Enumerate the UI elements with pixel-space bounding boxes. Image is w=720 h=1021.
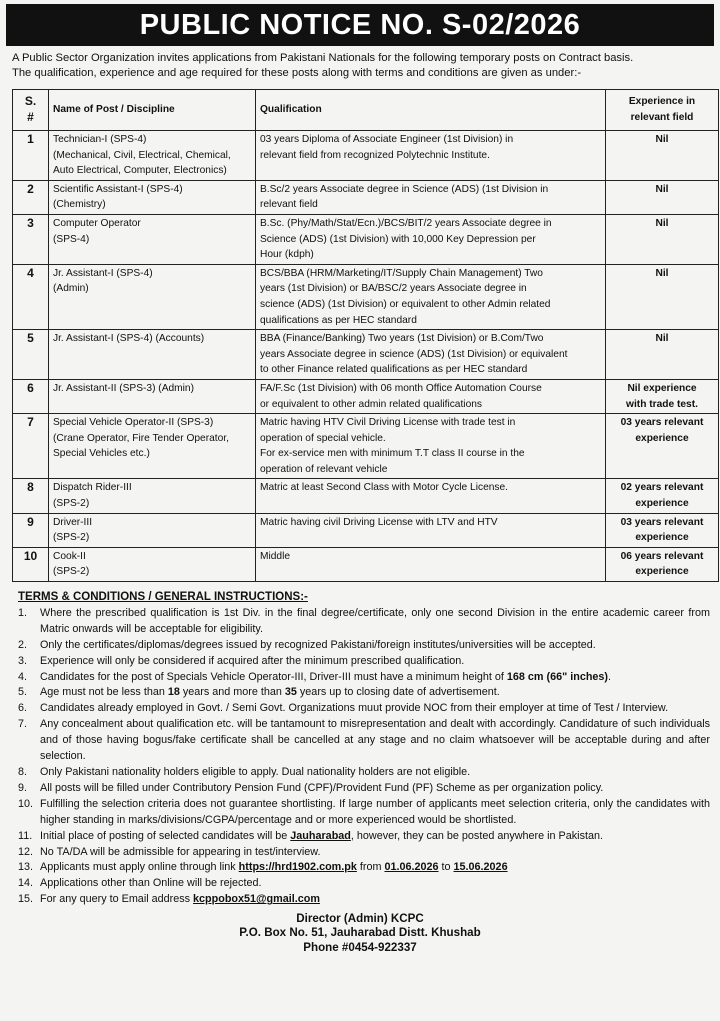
row-post-name-line: Computer Operator <box>53 217 141 229</box>
term-number: 13. <box>18 861 34 874</box>
header-serial-line-1: S. <box>24 94 37 109</box>
footer-phone: Phone #0454-922337 <box>303 940 417 954</box>
term-text-part: 18 <box>167 686 180 699</box>
row-serial <box>13 379 49 413</box>
row-post-name <box>49 414 256 479</box>
row-post-name <box>49 547 256 581</box>
row-qualification-line: Hour (kdph) <box>260 249 314 261</box>
row-post-name-line: Jr. Assistant-I (SPS-4) <box>53 267 153 279</box>
row-experience-line: Nil <box>655 267 669 279</box>
term-text <box>40 654 710 670</box>
table-row <box>13 513 719 547</box>
term-text-part: Applicants must apply online through link <box>40 861 239 874</box>
term-number: 2. <box>18 638 28 651</box>
term-text-part: For any query to Email address <box>40 893 194 906</box>
posts-table <box>12 89 719 582</box>
term-item <box>18 717 710 765</box>
row-qualification <box>256 513 606 547</box>
term-number: 6. <box>18 702 28 715</box>
term-text-part: Applications other than Online will be rejected. <box>40 877 262 890</box>
row-serial-line: 9 <box>27 514 34 529</box>
table-row <box>13 379 719 413</box>
term-number: 9. <box>18 781 28 794</box>
row-post-name-line: Special Vehicle Operator-II (SPS-3) <box>53 417 214 429</box>
row-qualification <box>256 131 606 181</box>
term-number: 5. <box>18 686 28 699</box>
row-serial <box>13 180 49 214</box>
row-serial <box>13 513 49 547</box>
term-text <box>40 781 710 797</box>
term-text-part: Only the certificates/diplomas/degrees issued by recognized Pakistani/foreign institutes/universities will be accepted. <box>40 638 596 651</box>
term-text-part: All posts will be filled under Contributory Pension Fund (CPF)/Provident Fund (PF) Scheme as per organization policy. <box>40 781 604 794</box>
row-serial <box>13 214 49 264</box>
row-post-name-line: Dispatch Rider-III <box>53 482 132 494</box>
term-item <box>18 765 710 781</box>
term-text-part: 168 cm (66" inches) <box>506 670 609 683</box>
row-post-name <box>49 379 256 413</box>
term-text-part: Initial place of posting of selected candidates will be <box>40 829 291 842</box>
term-number: 1. <box>18 606 28 619</box>
row-qualification <box>256 180 606 214</box>
row-post-name <box>49 330 256 380</box>
row-post-name <box>49 513 256 547</box>
row-experience-line: 06 years relevant <box>620 550 704 562</box>
term-number: 15. <box>18 893 34 906</box>
row-qualification-line: Matric having civil Driving License with LTV and HTV <box>260 516 498 528</box>
term-link[interactable]: kcppobox51@gmail.com <box>193 893 320 906</box>
term-item <box>18 685 710 701</box>
term-text-part: No TA/DA will be admissible for appearing in test/interview. <box>40 845 321 858</box>
term-text <box>40 829 710 845</box>
term-text-part: Jauharabad <box>290 829 351 842</box>
term-number: 8. <box>18 766 28 778</box>
term-item <box>18 845 710 861</box>
row-qualification-line: 03 years Diploma of Associate Engineer (1st Division) in <box>260 134 514 145</box>
term-text-part: 35 <box>284 686 297 699</box>
term-text-part: to <box>438 861 454 874</box>
term-number: 14. <box>18 877 34 890</box>
row-post-name-line: (Chemistry) <box>53 199 106 211</box>
row-qualification-line: Matric at least Second Class with Motor Cycle License. <box>260 482 508 494</box>
row-post-name-line: Jr. Assistant-I (SPS-4) (Accounts) <box>53 333 205 345</box>
header-qualification: Qualification <box>256 90 606 131</box>
term-text <box>40 701 710 717</box>
table-row <box>13 131 719 181</box>
term-text-part: Any concealment about qualification etc. will be tantamount to misrepresentation and dealt with accordingly. Candidature of such individuals and of those having bogus/fake certificate shall be cancelled at any stage and no claim whatsoever will be acceptable during and after selection. <box>40 718 710 763</box>
row-experience-line: Nil <box>655 134 669 145</box>
term-text-part: Only Pakistani nationality holders eligible to apply. Dual nationality holders are not eligible. <box>40 766 471 778</box>
row-experience-line: experience <box>635 432 689 444</box>
row-serial-line: 2 <box>27 181 34 196</box>
table-row <box>13 414 719 479</box>
row-qualification <box>256 547 606 581</box>
row-qualification <box>256 479 606 513</box>
row-experience-line: experience <box>635 498 689 510</box>
term-text-part: Fulfilling the selection criteria does not guarantee shortlisting. If large number of applicants meet selection criteria, only the candidates with higher standing in marks/divisions/CGPA/percentage and or more experienced would be shortlisted. <box>40 797 710 826</box>
header-post: Name of Post / Discipline <box>49 90 256 131</box>
term-item <box>18 781 710 797</box>
row-post-name-line: Technician-I (SPS-4) <box>53 134 147 145</box>
row-experience <box>606 513 719 547</box>
row-post-name-line: Jr. Assistant-II (SPS-3) (Admin) <box>53 382 194 394</box>
row-qualification-line: or equivalent to other admin related qualifications <box>260 398 482 410</box>
row-serial-line: 7 <box>27 415 34 430</box>
notice-title: PUBLIC NOTICE NO. S-02/2026 <box>6 4 714 46</box>
row-post-name-line: (SPS-2) <box>53 532 90 544</box>
row-post-name <box>49 180 256 214</box>
table-row <box>13 214 719 264</box>
term-text <box>40 765 710 781</box>
row-qualification-line: relevant field from recognized Polytechnic Institute. <box>260 149 490 161</box>
row-qualification-line: relevant field <box>260 199 318 211</box>
table-row <box>13 264 719 329</box>
term-text-part: Candidates for the post of Specials Vehicle Operator-III, Driver-III must have a minimum height of <box>40 670 507 683</box>
term-item <box>18 606 710 638</box>
row-experience-line: 03 years relevant <box>620 417 704 429</box>
header-experience: Experience in relevant field <box>606 90 719 131</box>
row-post-name <box>49 214 256 264</box>
row-post-name <box>49 131 256 181</box>
term-number: 4. <box>18 670 28 683</box>
row-qualification-line: years (1st Division) or BA/BSC/2 years Associate degree in <box>260 283 527 295</box>
intro-line-1: A Public Sector Organization invites applications from Pakistani Nationals for the following temporary posts on Contract basis. <box>12 52 634 64</box>
terms-list <box>18 606 710 908</box>
term-item <box>18 892 710 908</box>
row-qualification-line: BBA (Finance/Banking) Two years (1st Division) or B.Com/Two <box>260 333 544 345</box>
row-serial <box>13 330 49 380</box>
term-item <box>18 670 710 686</box>
row-experience-line: Nil <box>655 333 669 345</box>
row-experience-line: experience <box>635 532 689 544</box>
term-text-part: Candidates already employed in Govt. / Semi Govt. Organizations muut provide NOC from their employer at time of Test / Interview. <box>40 702 669 715</box>
term-text <box>40 892 710 908</box>
term-text-part: . <box>608 670 612 683</box>
row-experience-line: Nil <box>655 183 669 195</box>
term-item <box>18 860 710 876</box>
row-serial-line: 6 <box>27 380 34 395</box>
row-post-name-line: Special Vehicles etc.) <box>53 448 150 460</box>
intro-line-2: The qualification, experience and age required for these posts along with terms and conditions are given as under:- <box>12 67 582 79</box>
posts-table-body <box>13 131 719 582</box>
row-qualification-line: Matric having HTV Civil Driving License with trade test in <box>260 417 516 429</box>
term-text-part: , however, they can be posted anywhere in Pakistan. <box>350 829 603 842</box>
row-post-name-line: (SPS-4) <box>53 233 90 245</box>
row-qualification-line: Science (ADS) (1st Division) with 10,000 Key Depression per <box>260 233 536 245</box>
row-experience-line: 02 years relevant <box>620 482 704 494</box>
row-post-name-line: Driver-III <box>53 516 93 528</box>
row-experience-line: experience <box>635 566 689 578</box>
term-text-part: years up to closing date of advertisement. <box>296 686 500 699</box>
intro-paragraph <box>6 46 714 81</box>
term-text <box>40 797 710 829</box>
row-post-name-line: (Mechanical, Civil, Electrical, Chemical, <box>53 149 231 161</box>
term-link[interactable]: https://hrd1902.com.pk <box>238 861 357 874</box>
term-number: 11. <box>18 829 33 842</box>
row-experience <box>606 379 719 413</box>
term-item <box>18 797 710 829</box>
header-serial-line-2: # <box>27 110 34 124</box>
term-text-part: Age must not be less than <box>40 686 168 699</box>
term-text <box>40 670 710 686</box>
term-text-part: Where the prescribed qualification is 1st Div. in the final degree/certificate, only one second Division in the entire academic career from Matric onwards will be acceptable for eligibility. <box>40 606 710 635</box>
row-qualification-line: For ex-service men with minimum T.T class II course in the <box>260 448 525 460</box>
term-item <box>18 638 710 654</box>
row-serial-line: 8 <box>27 480 34 495</box>
term-text <box>40 606 710 638</box>
row-serial <box>13 131 49 181</box>
row-experience-line: with trade test. <box>626 398 698 410</box>
row-experience <box>606 214 719 264</box>
header-serial <box>13 90 49 131</box>
row-qualification-line: B.Sc. (Phy/Math/Stat/Ecn.)/BCS/BIT/2 years Associate degree in <box>260 217 552 229</box>
term-text <box>40 638 710 654</box>
row-post-name <box>49 479 256 513</box>
row-serial-line: 4 <box>27 265 34 280</box>
row-qualification-line: FA/F.Sc (1st Division) with 06 month Office Automation Course <box>260 382 542 394</box>
row-qualification-line: qualifications as per HEC standard <box>260 314 417 326</box>
term-item <box>18 654 710 670</box>
row-qualification <box>256 214 606 264</box>
row-serial <box>13 547 49 581</box>
row-qualification <box>256 379 606 413</box>
row-qualification-line: B.Sc/2 years Associate degree in Science (ADS) (1st Division in <box>260 183 549 195</box>
row-serial <box>13 414 49 479</box>
row-experience <box>606 330 719 380</box>
row-serial-line: 10 <box>23 548 38 563</box>
row-experience <box>606 264 719 329</box>
row-qualification-line: operation of special vehicle. <box>260 432 386 444</box>
row-qualification <box>256 330 606 380</box>
row-experience <box>606 414 719 479</box>
table-row <box>13 180 719 214</box>
term-text <box>40 845 710 861</box>
term-number: 3. <box>18 654 28 667</box>
table-row <box>13 330 719 380</box>
term-text-part: years and more than <box>179 686 285 699</box>
term-number: 12. <box>18 845 34 858</box>
row-qualification <box>256 414 606 479</box>
footer-address: P.O. Box No. 51, Jauharabad Distt. Khushab <box>239 926 481 940</box>
table-row <box>13 479 719 513</box>
row-post-name-line: (SPS-2) <box>53 498 90 510</box>
row-qualification <box>256 264 606 329</box>
term-text-part: 01.06.2026 <box>384 861 439 874</box>
terms-section <box>6 582 714 908</box>
row-qualification-line: years Associate degree in science (ADS) (1st Division) or equivalent <box>260 348 568 360</box>
contact-footer <box>6 912 714 955</box>
term-number: 10. <box>18 797 34 810</box>
row-post-name-line: Cook-II <box>53 550 86 562</box>
term-number: 7. <box>18 718 28 731</box>
row-post-name-line: (Admin) <box>53 283 89 295</box>
row-post-name-line: Auto Electrical, Computer, Electronics) <box>53 165 227 177</box>
table-header-row <box>13 90 719 131</box>
row-qualification-line: Middle <box>260 550 291 562</box>
term-text <box>40 876 710 892</box>
row-serial-line: 5 <box>27 331 34 346</box>
row-qualification-line: BCS/BBA (HRM/Marketing/IT/Supply Chain Management) Two <box>260 267 543 279</box>
term-text <box>40 860 710 876</box>
row-post-name <box>49 264 256 329</box>
row-post-name-line: (Crane Operator, Fire Tender Operator, <box>53 432 229 444</box>
row-experience-line: Nil <box>655 217 669 229</box>
term-text-part: Experience will only be considered if acquired after the minimum prescribed qualification. <box>40 654 465 667</box>
row-experience <box>606 479 719 513</box>
row-experience-line: 03 years relevant <box>620 516 704 528</box>
footer-designation: Director (Admin) KCPC <box>296 912 424 926</box>
row-serial <box>13 264 49 329</box>
row-experience <box>606 180 719 214</box>
table-row <box>13 547 719 581</box>
row-post-name-line: (SPS-2) <box>53 566 90 578</box>
row-experience-line: Nil experience <box>627 382 697 394</box>
term-item <box>18 876 710 892</box>
term-text-part: from <box>356 861 385 874</box>
term-text <box>40 685 710 701</box>
public-notice-page <box>0 4 720 1021</box>
row-qualification-line: operation of relevant vehicle <box>260 463 388 475</box>
row-serial <box>13 479 49 513</box>
term-text <box>40 717 710 765</box>
row-post-name-line: Scientific Assistant-I (SPS-4) <box>53 183 183 195</box>
row-qualification-line: to other Finance related qualifications as per HEC standard <box>260 364 528 376</box>
term-item <box>18 829 710 845</box>
row-qualification-line: science (ADS) (1st Division) or equivalent to other Admin related <box>260 298 551 310</box>
terms-heading: TERMS & CONDITIONS / GENERAL INSTRUCTIONS:- <box>18 591 308 604</box>
term-item <box>18 701 710 717</box>
row-serial-line: 3 <box>27 215 34 230</box>
row-experience <box>606 547 719 581</box>
term-text-part: 15.06.2026 <box>453 861 508 874</box>
row-experience <box>606 131 719 181</box>
row-serial-line: 1 <box>27 132 34 146</box>
